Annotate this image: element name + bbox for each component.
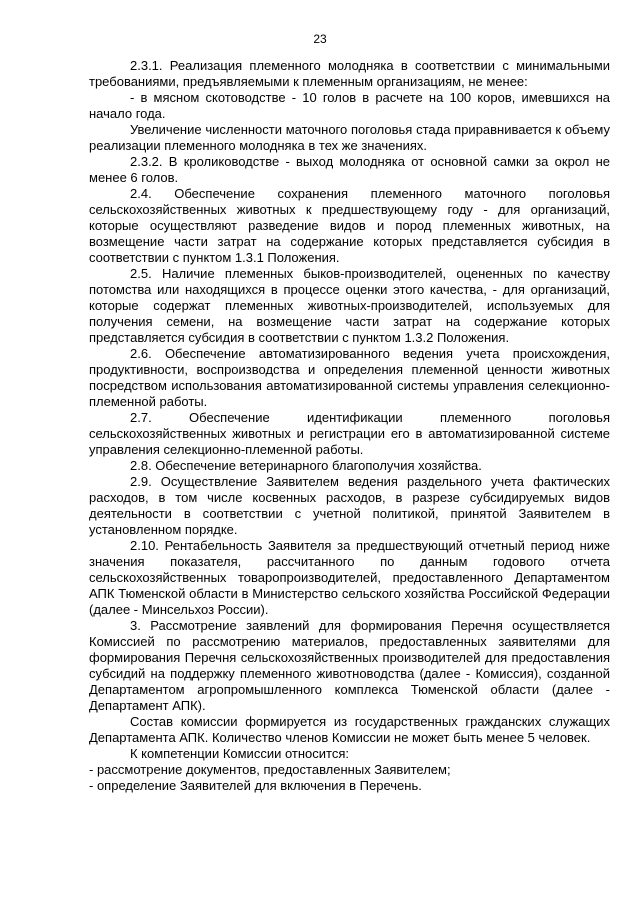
- paragraph-3: 3. Рассмотрение заявлений для формирования Перечня осуществляется Комиссией по рассмотрению материалов, предоставленных заявителями для формирования Перечня сельскохозяйственных производителей для предоставления субсидий на поддержку племенного животноводства (далее - Комиссия), созданной Департаментом агропромышленного комплекса Тюменской области (далее - Департамент АПК).: [89, 618, 610, 713]
- paragraph-commission-composition: Состав комиссии формируется из государственных гражданских служащих Департамента АПК. Количество членов Комиссии не может быть менее 5 человек.: [89, 714, 610, 745]
- paragraph-2-10: 2.10. Рентабельность Заявителя за предшествующий отчетный период ниже значения показателя, рассчитанного по данным годового отчета сельскохозяйственных товаропроизводителей, предоставленного Департаментом АПК Тюменской области в Министерство сельского хозяйства Российской Федерации (далее - Минсельхоз России).: [89, 538, 610, 617]
- list-item-determine-applicants: - определение Заявителей для включения в Перечень.: [89, 778, 422, 793]
- paragraph-2-8: 2.8. Обеспечение ветеринарного благополучия хозяйства.: [130, 458, 482, 473]
- paragraph-2-6: 2.6. Обеспечение автоматизированного ведения учета происхождения, продуктивности, воспроизводства и определения племенной ценности животных посредством использования автоматизированной системы управления селекционно-племенной работы.: [89, 346, 610, 409]
- paragraph-2-5: 2.5. Наличие племенных быков-производителей, оцененных по качеству потомства или находящихся в процессе оценки этого качества, - для организаций, которые содержат племенных животных-производителей, используемых для получения семени, на возмещение части затрат на содержание которых представляется субсидия в соответствии с пунктом 1.3.2 Положения.: [89, 266, 610, 345]
- document-body: [89, 58, 610, 794]
- paragraph-2-4: 2.4. Обеспечение сохранения племенного маточного поголовья сельскохозяйственных животных к предшествующему году - для организаций, которые осуществляют разведение видов и пород племенных животных, на возмещение части затрат на содержание которых представляется субсидия в соответствии с пунктом 1.3.1 Положения.: [89, 186, 610, 265]
- list-item-review-documents: - рассмотрение документов, предоставленных Заявителем;: [89, 762, 451, 777]
- paragraph-2-9: 2.9. Осуществление Заявителем ведения раздельного учета фактических расходов, в том числе косвенных расходов, в разрезе субсидируемых видов деятельности в соответствии с учетной политикой, принятой Заявителем в установленном порядке.: [89, 474, 610, 537]
- paragraph-2-7: 2.7. Обеспечение идентификации племенного поголовья сельскохозяйственных животных и регистрации его в автоматизированной системе управления селекционно-племенной работы.: [89, 410, 610, 457]
- paragraph-herd-increase: Увеличение численности маточного поголовья стада приравнивается к объему реализации племенного молодняка в тех же значениях.: [89, 122, 610, 153]
- paragraph-meat-cattle: - в мясном скотоводстве - 10 голов в расчете на 100 коров, имевшихся на начало года.: [89, 90, 610, 121]
- page-number: 23: [313, 32, 327, 46]
- paragraph-2-3-1: 2.3.1. Реализация племенного молодняка в соответствии с минимальными требованиями, предъявляемыми к племенным организациям, не менее:: [89, 58, 610, 89]
- paragraph-commission-competence: К компетенции Комиссии относится:: [130, 746, 349, 761]
- paragraph-2-3-2: 2.3.2. В кролиководстве - выход молодняка от основной самки за окрол не менее 6 голов.: [89, 154, 610, 185]
